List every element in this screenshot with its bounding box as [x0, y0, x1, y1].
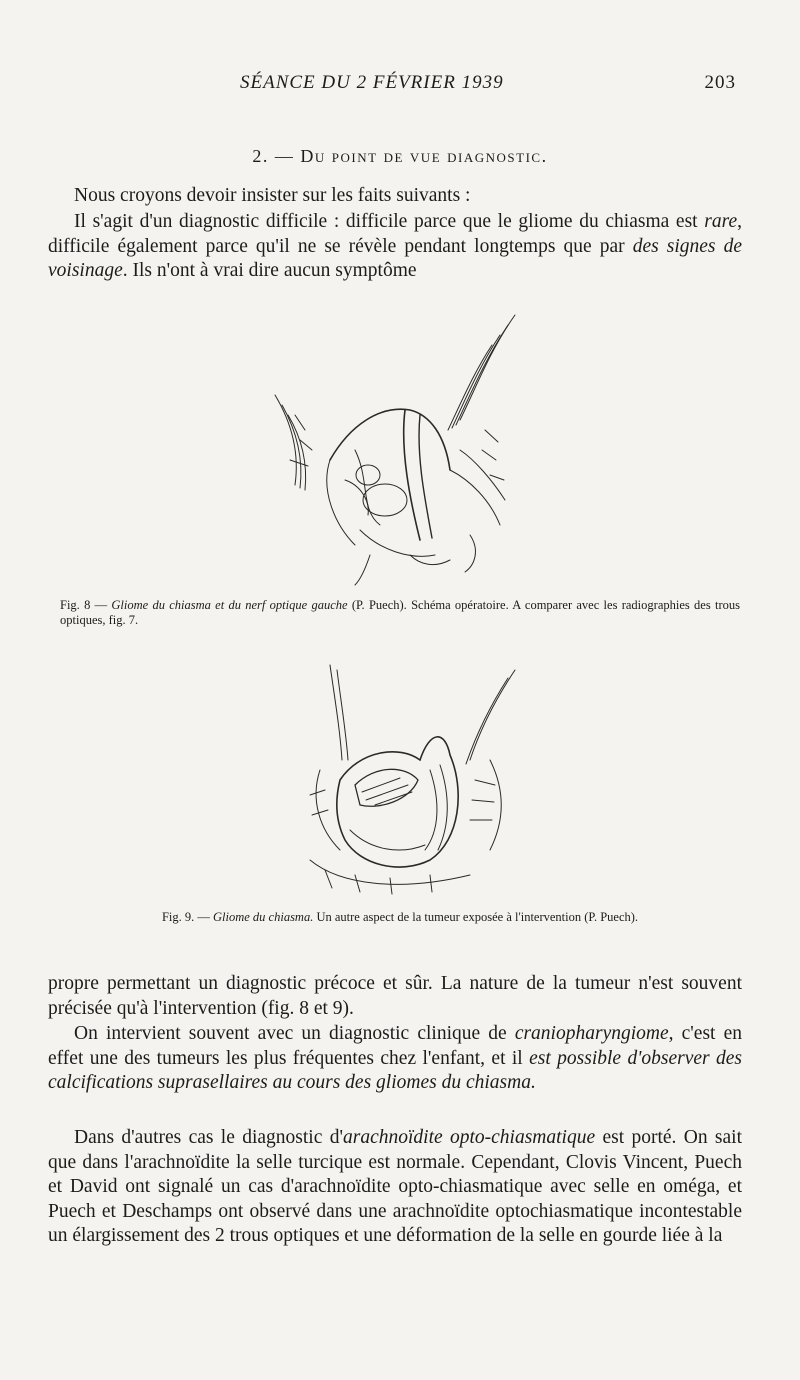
text-run: Il s'agit d'un diagnostic difficile : difficile parce que le gliome du chiasma est: [74, 211, 705, 232]
section-title: Du point de vue diagnostic.: [300, 146, 548, 166]
figure-8-description: (P. Puech). Schéma opératoire. A comparer avec les radiographies des trous optiques, fig. 7.: [60, 598, 740, 627]
figure-9-description: Un autre aspect de la tumeur exposée à l'intervention (P. Puech).: [313, 910, 639, 924]
text-run-italic: est possible d'observer des calcifications suprasellaires au cours des gliomes du chiasma.: [48, 1047, 742, 1093]
figure-8-caption: [60, 598, 740, 628]
text-run: est porté. On sait que dans l'arachnoïdite la selle turcique est normale. Cependant, Clovis Vincent, Puech et David ont signalé un cas d'arachnoïdite opto-chiasmatique avec selle en oméga, et Puech et Deschamps ont observé dans une arachnoïdite optochiasmatique incontestable un élargissement des 2 trous optiques et une déformation de la selle en gourde liée à la: [48, 1127, 742, 1246]
figure-9-title: Gliome du chiasma.: [213, 910, 314, 924]
caption-dash: —: [194, 910, 213, 924]
text-run-italic: des signes de voisinage: [48, 235, 742, 281]
figure-9-label: Fig. 9.: [161, 910, 195, 924]
figure-8-label: Fig. 8: [60, 598, 91, 612]
text-run: , c'est en effet une des tumeurs les plus fréquentes chez l'enfant, et il: [48, 1023, 742, 1069]
text-run-italic: rare: [704, 211, 738, 232]
text-run: . Ils n'ont à vrai dire aucun symptôme: [122, 260, 417, 281]
running-header: [240, 72, 740, 94]
paragraph-intro: [48, 184, 742, 209]
paragraph-intro-text: Nous croyons devoir insister sur les faits suivants :: [74, 185, 471, 206]
figure-8-illustration: [260, 310, 530, 590]
paragraph-nature: [48, 972, 742, 1021]
figure-9-caption: [60, 910, 740, 925]
page-number: 203: [704, 72, 736, 93]
paragraph-diagnostic: [48, 210, 742, 284]
paragraph-nature-text: propre permettant un diagnostic précoce et sûr. La nature de la tumeur n'est souvent précisée qu'à l'intervention (fig. 8 et 9).: [48, 973, 742, 1019]
text-run-italic: arachnoïdite opto-chiasmatique: [342, 1127, 596, 1148]
section-number: 2. —: [252, 146, 295, 166]
running-title: SÉANCE DU 2 FÉVRIER 1939: [240, 72, 504, 93]
text-run: On intervient souvent avec un diagnostic clinique de: [74, 1023, 515, 1044]
text-run: , difficile également parce qu'il ne se révèle pendant longtemps que par: [48, 211, 742, 257]
text-run-italic: craniopharyngiome: [514, 1023, 669, 1044]
figure-9-illustration: [280, 660, 530, 895]
text-run: Dans d'autres cas le diagnostic d': [74, 1127, 343, 1148]
section-heading: [0, 146, 800, 167]
figure-8-title: Gliome du chiasma et du nerf optique gauche: [111, 598, 348, 612]
paragraph-arachnoidite: [48, 1126, 742, 1249]
caption-dash: —: [90, 598, 112, 612]
paragraph-craniopharyngiome: [48, 1022, 742, 1096]
